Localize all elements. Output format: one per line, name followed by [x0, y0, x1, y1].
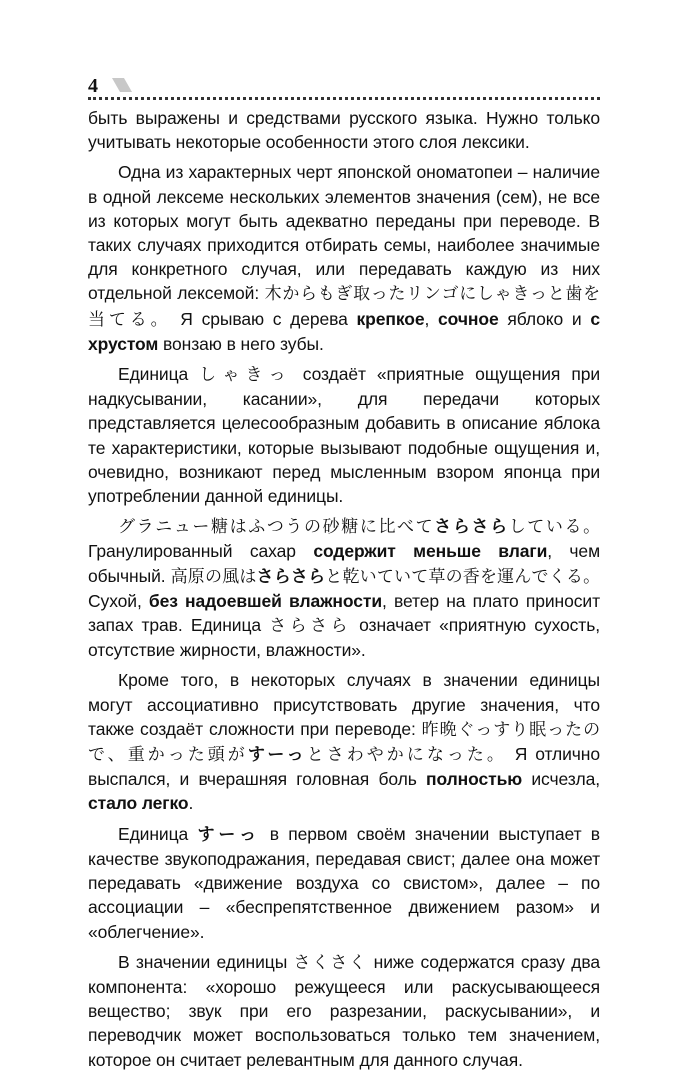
paragraph-6 [88, 822, 600, 944]
p4-japanese-1b: さらさら [434, 517, 509, 538]
paragraph-3 [88, 362, 600, 508]
paragraph-7 [88, 950, 600, 1072]
p5-text-c: исчезла, [522, 769, 600, 790]
p4-japanese-1a: グラニュー糖はふつうの砂糖に比べて [118, 517, 435, 538]
p4-text-c: Сухой, [88, 590, 149, 611]
paragraph-5 [88, 668, 600, 815]
p3-text-b: создаёт «приятные ощущения при надкусывании, касании», для передачи которых представляется целесообразным добавить в описание яблока те характеристики, которые вызывают подобные ощущения и, очевидно, возникают перед мысленным взором японца при употреблении данной единицы. [88, 364, 601, 507]
p3-text-a: Единица [118, 364, 200, 385]
paragraph-4 [88, 514, 600, 662]
p4-text-b: , чем обычный. [88, 541, 600, 586]
p4-japanese-2b: さらさら [256, 566, 326, 587]
p5-japanese-1: 昨晩ぐっすり眠ったので、重かった頭が [88, 719, 600, 766]
p4-japanese-3: さらさら [269, 616, 351, 637]
p5-text-d: . [188, 793, 194, 814]
p5-japanese-3: とさわやかになった。 [306, 745, 507, 766]
p6-japanese-term: すーっ [197, 824, 261, 845]
p7-text-b: ниже содержатся сразу два компонента: «хорошо режущееся или раскусывающееся вещество; звук при его разрезании, раскусывании», и переводчик может воспользоваться только тем значением, которое он считает релевантным для данного случая. [88, 951, 600, 1070]
p5-text-a: Кроме того, в некоторых случаях в значении единицы могут ассоциативно присутствовать другие значения, что также создаёт сложности при переводе: [88, 670, 600, 739]
p4-text-a: Гранулированный сахар [88, 541, 314, 562]
p4-text-e: означает «приятную сухость, отсутствие жирности, влажности». [88, 615, 600, 661]
paragraph-1 [88, 106, 600, 154]
p5-text-b: Я отлично выспался, и вчерашняя головная боль [88, 744, 600, 790]
p4-japanese-1c: している。 [508, 517, 600, 538]
p6-text-a: Единица [118, 823, 198, 844]
p2-text-c: , [424, 308, 439, 329]
p2-text-a: Одна из характерных черт японской ономатопеи – наличие в одной лексеме нескольких элементов значения (сем), не все из которых могут быть адекватно переданы при переводе. В таких случаях приходится отбирать семы, наиболее значимые для конкретного случая, или передавать каждую из них отдельной лексемой: [88, 162, 600, 304]
header-dotted-rule [88, 97, 600, 100]
p2-text-e: вонзаю в него зубы. [158, 333, 324, 354]
p3-japanese-term: しゃきっ [199, 365, 292, 386]
p7-text-a: В значении единицы [118, 951, 294, 972]
p5-japanese-2: すーっ [247, 745, 307, 766]
p2-bold-2: сочное [438, 308, 499, 329]
paragraph-2 [88, 160, 600, 356]
p6-text-b: в первом своём значении выступает в качестве звукоподражания, передавая свист; далее она может передавать «движение воздуха со свистом», далее – по ассоциации – «беспрепятственное движением разом» и «облегчение». [88, 823, 600, 942]
p2-text-d: яблоко и [498, 308, 591, 329]
p2-text-b: Я срываю с дерева [180, 308, 357, 329]
p2-bold-3: с хрустом [88, 308, 600, 354]
page-header [88, 74, 608, 104]
page-number: 4 [88, 75, 98, 97]
p5-bold-2: стало легко [88, 793, 189, 814]
page-body [88, 106, 600, 1078]
p5-bold-1: полностью [426, 769, 523, 790]
p4-japanese-2a: 高原の風は [170, 566, 257, 587]
p2-japanese-example: 木からもぎ取ったリンゴにしゃきっと歯を当てる。 [88, 284, 600, 330]
p2-bold-1: крепкое [356, 308, 425, 329]
paragraph-1-text: быть выражены и средствами русского языка. Нужно только учитывать некоторые особенности этого слоя лексики. [88, 108, 600, 153]
corner-mark-icon [110, 76, 134, 94]
p4-text-d: , ветер на плато приносит запах трав. Единица [88, 590, 600, 636]
p4-japanese-2c: と乾いていて草の香を運んでくる。 [325, 566, 600, 587]
p7-japanese-term: さくさく [293, 952, 368, 973]
p4-bold-1: содержит меньше влаги [313, 541, 548, 562]
p4-bold-2: без надоевшей влажности [148, 590, 382, 611]
